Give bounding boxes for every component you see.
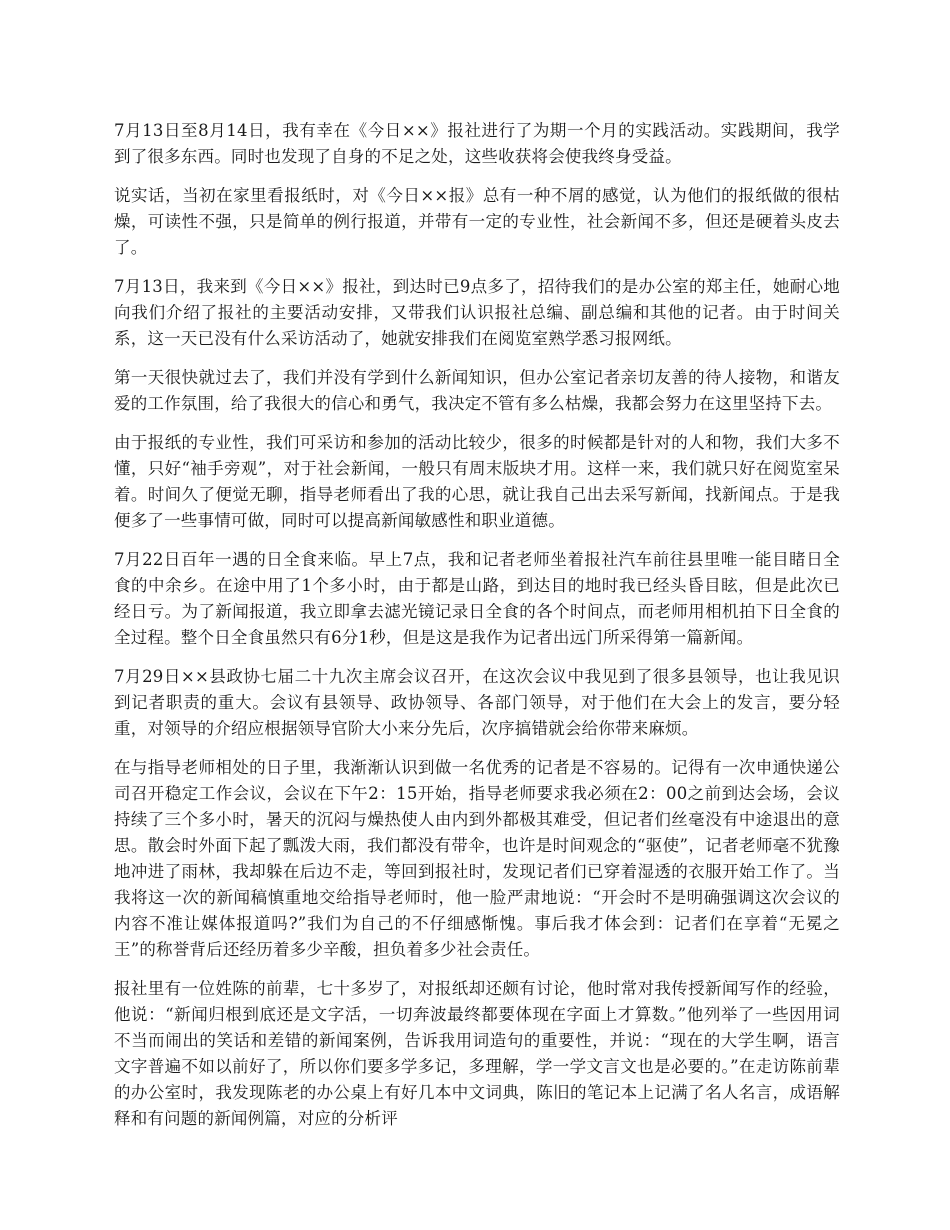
- paragraph-1: 7月13日至8月14日，我有幸在《今日××》报社进行了为期一个月的实践活动。实践期间，我学到了很多东西。同时也发现了自身的不足之处，这些收获将会使我终身受益。: [114, 121, 840, 166]
- paragraph-7: 7月29日××县政协七届二十九次主席会议召开，在这次会议中我见到了很多县领导，也让我见识到记者职责的重大。会议有县领导、政协领导、各部门领导，对于他们在大会上的发言，要分轻重，对领导的介绍应根据领导官阶大小来分先后，次序搞错就会给你带来麻烦。: [114, 667, 840, 738]
- paragraph-2: 说实话，当初在家里看报纸时，对《今日××报》总有一种不屑的感觉，认为他们的报纸做的很枯燥，可读性不强，只是简单的例行报道，并带有一定的专业性，社会新闻不多，但还是硬着头皮去了。: [114, 186, 840, 257]
- paragraph-5: 由于报纸的专业性，我们可采访和参加的活动比较少，很多的时候都是针对的人和物，我们大多不懂，只好“袖手旁观”，对于社会新闻，一般只有周末版块才用。这样一来，我们就只好在阅览室呆着。时间久了便觉无聊，指导老师看出了我的心思，就让我自己出去采写新闻，找新闻点。于是我便多了一些事情可做，同时可以提高新闻敏感性和职业道德。: [114, 433, 840, 530]
- paragraph-9: 报社里有一位姓陈的前辈，七十多岁了，对报纸却还颇有讨论，他时常对我传授新闻写作的经验，他说：“新闻归根到底还是文字活，一切奔波最终都要体现在字面上才算数。”他列举了一些因用词不当而闹出的笑话和差错的新闻案例，告诉我用词造句的重要性，并说：“现在的大学生啊，语言文字普遍不如以前好了，所以你们要多学多记，多理解，学一学文言文也是必要的。”在走访陈前辈的办公室时，我发现陈老的办公桌上有好几本中文词典，陈旧的笔记本上记满了名人名言，成语解释和有问题的新闻例篇，对应的分析评: [114, 979, 840, 1128]
- paragraph-4: 第一天很快就过去了，我们并没有学到什么新闻知识，但办公室记者亲切友善的待人接物，和谐友爱的工作氛围，给了我很大的信心和勇气，我决定不管有多么枯燥，我都会努力在这里坚持下去。: [114, 368, 840, 413]
- paragraph-8: 在与指导老师相处的日子里，我渐渐认识到做一名优秀的记者是不容易的。记得有一次申通快递公司召开稳定工作会议，会议在下午2：15开始，指导老师要求我必须在2：00之前到达会场，会议持续了三个多小时，暑天的沉闷与燥热使人由内到外都极其难受，但记者们丝毫没有中途退出的意思。散会时外面下起了瓢泼大雨，我们都没有带伞，也许是时间观念的“驱使”，记者老师毫不犹豫地冲进了雨林，我却躲在后边不走，等回到报社时，发现记者们已穿着湿透的衣服开始工作了。当我将这一次的新闻稿慎重地交给指导老师时，他一脸严肃地说：“开会时不是明确强调这次会议的内容不准让媒体报道吗?”我们为自己的不仔细感惭愧。事后我才体会到：记者们在享着“无冕之王”的称誉背后还经历着多少辛酸，担负着多少社会责任。: [114, 758, 840, 959]
- document-body: [114, 118, 840, 1145]
- paragraph-3: 7月13日，我来到《今日××》报社，到达时已9点多了，招待我们的是办公室的郑主任，她耐心地向我们介绍了报社的主要活动安排，又带我们认识报社总编、副总编和其他的记者。由于时间关系，这一天已没有什么采访活动了，她就安排我们在阅览室熟学悉习报网纸。: [114, 277, 840, 348]
- paragraph-6: 7月22日百年一遇的日全食来临。早上7点，我和记者老师坐着报社汽车前往县里唯一能目睹日全食的中余乡。在途中用了1个多小时，由于都是山路，到达目的地时我已经头昏目眩，但是此次已经日亏。为了新闻报道，我立即拿去滤光镜记录日全食的各个时间点，而老师用相机拍下日全食的全过程。整个日全食虽然只有6分1秒，但是这是我作为记者出远门所采得第一篇新闻。: [114, 550, 840, 647]
